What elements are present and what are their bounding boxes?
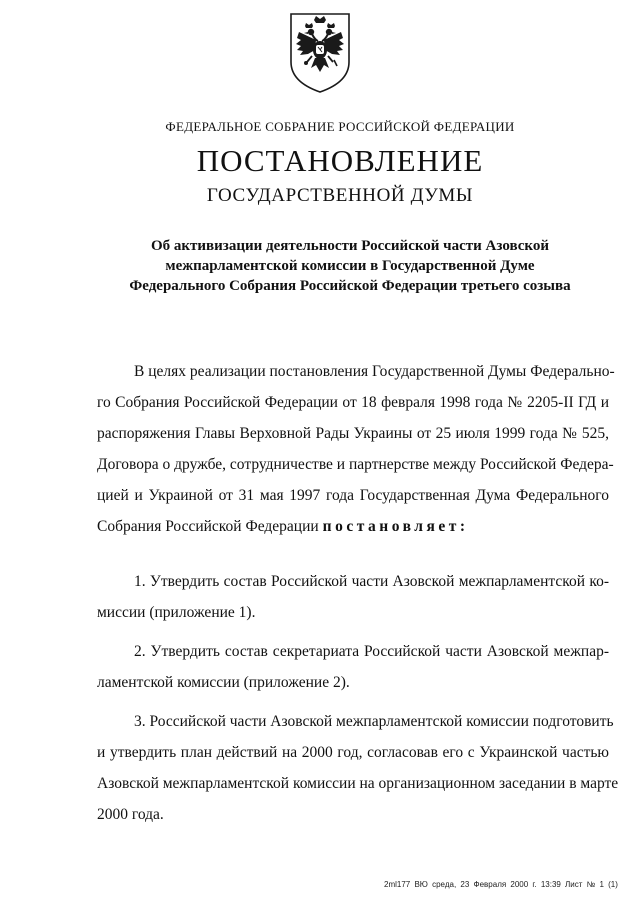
- subject-line: Федерального Собрания Российской Федерации третьего созыва: [129, 278, 571, 294]
- subject-line: Об активизации деятельности Российской части Азовской: [150, 238, 549, 254]
- item-line: и утвердить план действий на 2000 год, согласовав его с Украинской частью: [97, 744, 609, 761]
- resolution-subject: [60, 236, 640, 296]
- preamble-line: Собрания Российской Федерации: [97, 518, 319, 535]
- preamble-line: распоряжения Главы Верховной Рады Украины от 25 июля 1999 года № 525,: [97, 425, 609, 442]
- resolves-keyword: постановляет:: [322, 518, 469, 535]
- preamble-line: го Собрания Российской Федерации от 18 февраля 1998 года № 2205-II ГД и: [97, 394, 609, 411]
- item-line: 2. Утвердить состав секретариата Российской части Азовской межпар-: [134, 643, 609, 660]
- item-line: миссии (приложение 1).: [97, 604, 256, 621]
- item-line: Азовской межпарламентской комиссии на организационном заседании в марте: [97, 775, 619, 792]
- preamble-line: В целях реализации постановления Государственной Думы Федерально-: [134, 363, 615, 380]
- resolution-body: [97, 361, 619, 835]
- item-line: ламентской комиссии (приложение 2).: [97, 674, 350, 691]
- subject-line: межпарламентской комиссии в Государственной Думе: [165, 258, 535, 274]
- item-line: 3. Российской части Азовской межпарламентской комиссии подготовить: [134, 713, 614, 730]
- preamble-closing-line: [97, 516, 609, 547]
- print-footer: 2ml177 ВЮ среда, 23 Февраля 2000 г. 13:39 Лист № 1 (1): [384, 880, 618, 889]
- parliament-name: ФЕДЕРАЛЬНОЕ СОБРАНИЕ РОССИЙСКОЙ ФЕДЕРАЦИИ: [165, 119, 515, 134]
- item-line: 2000 года.: [97, 806, 164, 823]
- item-line: 1. Утвердить состав Российской части Азовской межпарламентской ко-: [134, 573, 609, 590]
- preamble-line: цией и Украиной от 31 мая 1997 года Государственная Дума Федерального: [97, 487, 609, 504]
- preamble-line: Договора о дружбе, сотрудничестве и партнерстве между Российской Федера-: [97, 456, 614, 473]
- item-gap: [97, 633, 609, 641]
- state-emblem-icon: [285, 10, 355, 94]
- item-gap: [97, 703, 609, 711]
- document-type-title: ПОСТАНОВЛЕНИЕ: [196, 143, 484, 178]
- section-gap: [97, 547, 609, 571]
- issuing-body: ГОСУДАРСТВЕННОЙ ДУМЫ: [206, 185, 474, 206]
